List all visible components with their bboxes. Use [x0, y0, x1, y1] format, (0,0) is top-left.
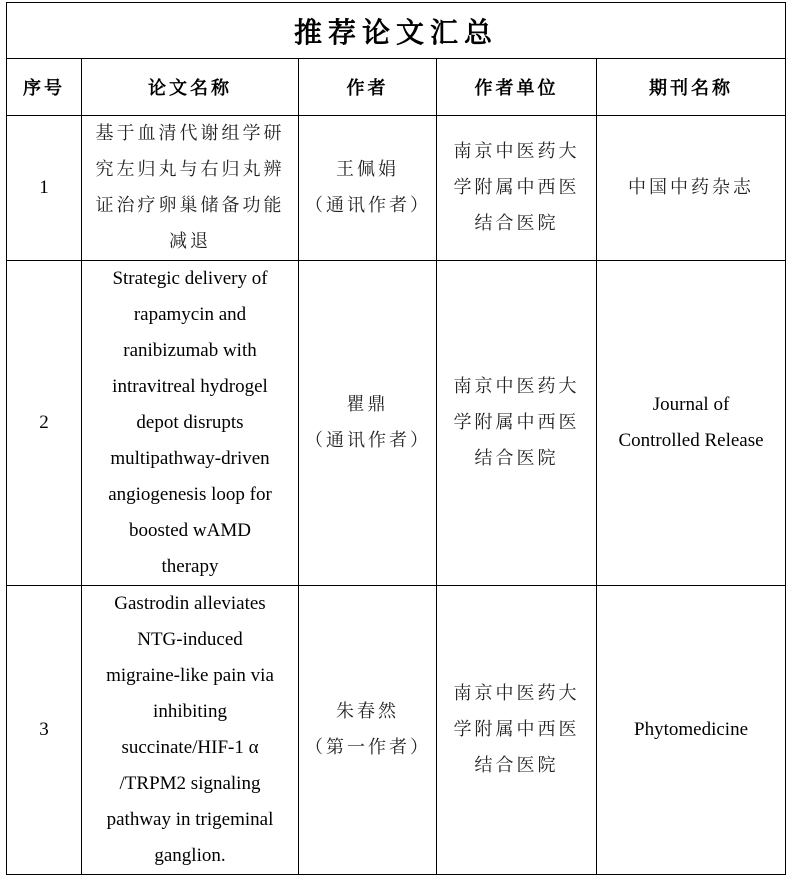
affiliation-line: 结合医院: [474, 213, 559, 234]
journal-cell: [597, 261, 786, 586]
affiliation-line: 结合医院: [474, 755, 559, 776]
papers-table: [6, 2, 786, 875]
paper-title-line: migraine-like pain via: [106, 665, 274, 686]
table-row: [7, 586, 786, 875]
paper-title-line: ranibizumab with: [123, 340, 257, 361]
journal-line: Phytomedicine: [634, 719, 749, 740]
journal-line: 中国中药杂志: [628, 177, 755, 198]
paper-title-line: 基于血清代谢组学研: [95, 123, 285, 144]
author-name: 朱春然: [336, 701, 399, 722]
header-affiliation: 作者单位: [437, 59, 597, 116]
affiliation-line: 学附属中西医: [453, 719, 580, 740]
paper-title-line: succinate/HIF-1 α: [121, 737, 259, 758]
author-role: （通讯作者）: [305, 195, 431, 216]
paper-title-line: angiogenesis loop for: [108, 484, 272, 505]
paper-title-line: NTG-induced: [137, 629, 243, 650]
author-cell: [299, 261, 437, 586]
paper-title-line: therapy: [161, 556, 219, 577]
paper-title-line: Gastrodin alleviates: [114, 593, 266, 614]
author-role: （通讯作者）: [305, 430, 431, 451]
author-name: 瞿鼎: [346, 394, 389, 415]
paper-title-line: intravitreal hydrogel: [112, 376, 268, 397]
journal-line: Controlled Release: [618, 430, 764, 451]
author-name: 王佩娟: [336, 159, 399, 180]
header-index: 序号: [7, 59, 82, 116]
journal-line: Journal of: [652, 394, 730, 415]
paper-title-line: Strategic delivery of: [112, 268, 268, 289]
affiliation-cell: [437, 261, 597, 586]
table-row: [7, 116, 786, 261]
affiliation-line: 学附属中西医: [453, 177, 580, 198]
affiliation-line: 结合医院: [474, 448, 559, 469]
header-author: 作者: [299, 59, 437, 116]
row-index: 1: [7, 116, 82, 261]
paper-title-line: depot disrupts: [136, 412, 244, 433]
affiliation-line: 南京中医药大: [453, 376, 580, 397]
paper-title-line: rapamycin and: [133, 304, 247, 325]
journal-cell: [597, 586, 786, 875]
paper-title-line: 证治疗卵巢储备功能: [95, 195, 285, 216]
author-cell: [299, 586, 437, 875]
row-index: 3: [7, 586, 82, 875]
affiliation-line: 南京中医药大: [453, 683, 580, 704]
affiliation-line: 南京中医药大: [453, 141, 580, 162]
paper-title-line: inhibiting: [153, 701, 227, 722]
paper-title-line: /TRPM2 signaling: [119, 773, 261, 794]
paper-title-cell: [82, 586, 299, 875]
affiliation-line: 学附属中西医: [453, 412, 580, 433]
header-row: [7, 59, 786, 116]
affiliation-cell: [437, 116, 597, 261]
author-role: （第一作者）: [305, 737, 431, 758]
paper-title-line: boosted wAMD: [129, 520, 251, 541]
table-title: 推荐论文汇总: [7, 3, 786, 59]
paper-title-line: multipathway-driven: [110, 448, 270, 469]
paper-title-cell: [82, 261, 299, 586]
paper-title-line: ganglion.: [154, 845, 226, 866]
affiliation-cell: [437, 586, 597, 875]
table-row: [7, 261, 786, 586]
paper-title-cell: [82, 116, 299, 261]
row-index: 2: [7, 261, 82, 586]
journal-cell: [597, 116, 786, 261]
header-journal: 期刊名称: [597, 59, 786, 116]
paper-title-line: 究左归丸与右归丸辨: [95, 159, 285, 180]
header-paper-title: 论文名称: [82, 59, 299, 116]
paper-title-line: 减退: [169, 231, 211, 252]
author-cell: [299, 116, 437, 261]
paper-title-line: pathway in trigeminal: [106, 809, 274, 830]
